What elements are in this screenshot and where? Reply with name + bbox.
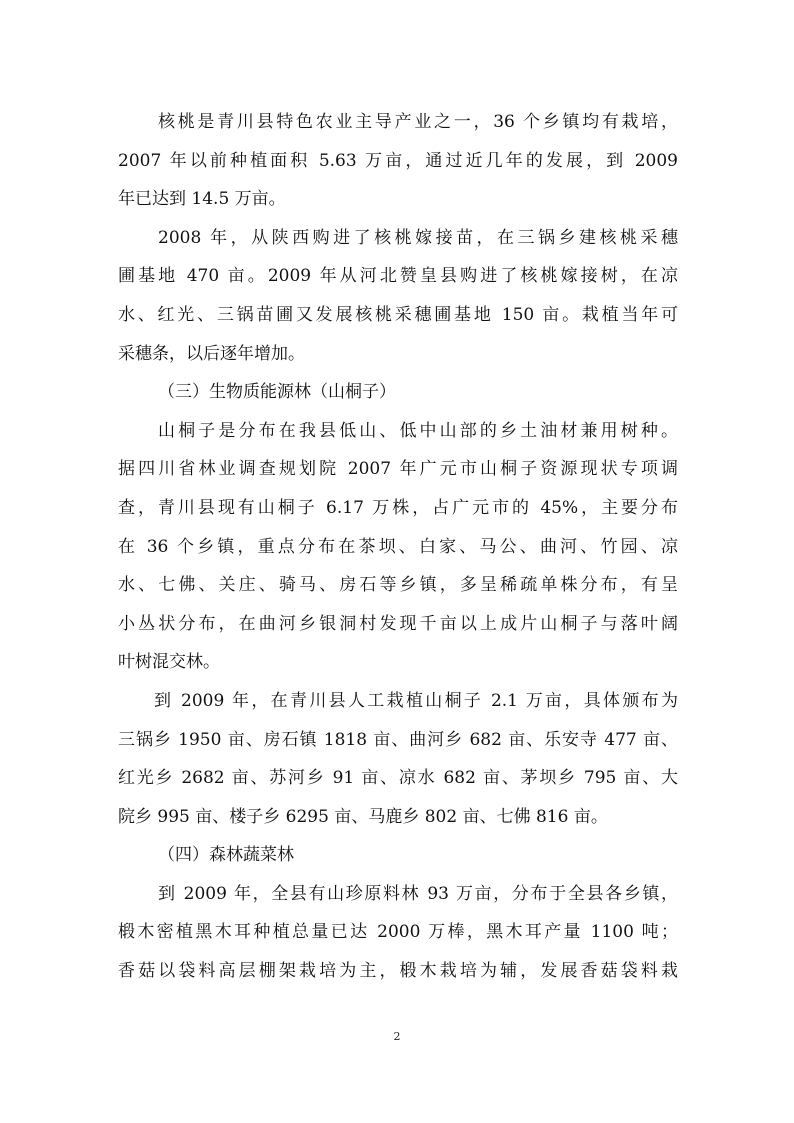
text-line: 到 2009 年，全县有山珍原料林 93 万亩，分布于全县各乡镇， <box>158 883 678 904</box>
text-line: 水、红光、三锅苗圃又发展核桃采穗圃基地 150 亩。栽植当年可 <box>118 304 678 325</box>
text-line: 院乡 995 亩、楼子乡 6295 亩、马鹿乡 802 亩、七佛 816 亩。 <box>118 806 608 827</box>
text-line: 2007 年以前种植面积 5.63 万亩，通过近几年的发展，到 2009 <box>118 150 678 171</box>
text-line: 查，青川县现有山桐子 6.17 万株，占广元市的 45%，主要分布 <box>118 497 678 518</box>
text-line: 在 36 个乡镇，重点分布在茶坝、白家、马公、曲河、竹园、凉 <box>118 536 678 557</box>
text-line: 香菇以袋料高层棚架栽培为主，椴木栽培为辅，发展香菇袋料栽 <box>118 961 678 982</box>
page-number: 2 <box>393 1030 401 1043</box>
text-line: 叶树混交林。 <box>118 652 220 673</box>
text-line: 到 2009 年，在青川县人工栽植山桐子 2.1 万亩，具体颁布为 <box>154 690 678 711</box>
section-heading-bioenergy: （三）生物质能源林（山桐子） <box>158 382 396 403</box>
text-line: 红光乡 2682 亩、苏河乡 91 亩、凉水 682 亩、茅坝乡 795 亩、大 <box>118 768 678 789</box>
text-line: 核桃是青川县特色农业主导产业之一，36 个乡镇均有栽培， <box>158 112 678 132</box>
section-heading-forest-vegetables: （四）森林蔬菜林 <box>158 845 294 866</box>
text-line: 采穗条，以后逐年增加。 <box>118 343 305 364</box>
paragraph-forest-vegetables <box>118 875 678 991</box>
text-line: 小丛状分布，在曲河乡银洞村发现千亩以上成片山桐子与落叶阔 <box>118 613 678 634</box>
paragraph-idesia-distribution <box>118 412 678 682</box>
paragraph-idesia-planting <box>118 682 678 836</box>
text-line: 山桐子是分布在我县低山、低中山部的乡土油材兼用树种。 <box>158 420 678 441</box>
document-body <box>118 103 678 991</box>
text-line: 水、七佛、关庄、骑马、房石等乡镇，多呈稀疏单株分布，有呈 <box>118 575 678 596</box>
text-line: 2008 年，从陕西购进了核桃嫁接苗，在三锅乡建核桃采穗 <box>158 227 678 248</box>
text-line: 圃基地 470 亩。2009 年从河北赞皇县购进了核桃嫁接树，在凉 <box>118 266 678 287</box>
text-line: 三锅乡 1950 亩、房石镇 1818 亩、曲河乡 682 亩、乐安寺 477 亩、 <box>118 729 678 750</box>
text-line: 年已达到 14.5 万亩。 <box>118 189 286 210</box>
text-line: 据四川省林业调查规划院 2007 年广元市山桐子资源现状专项调 <box>118 459 678 480</box>
paragraph-walnut-intro <box>118 103 678 219</box>
paragraph-walnut-scion <box>118 219 678 373</box>
text-line: 椴木密植黑木耳种植总量已达 2000 万棒，黑木耳产量 1100 吨； <box>118 922 678 943</box>
